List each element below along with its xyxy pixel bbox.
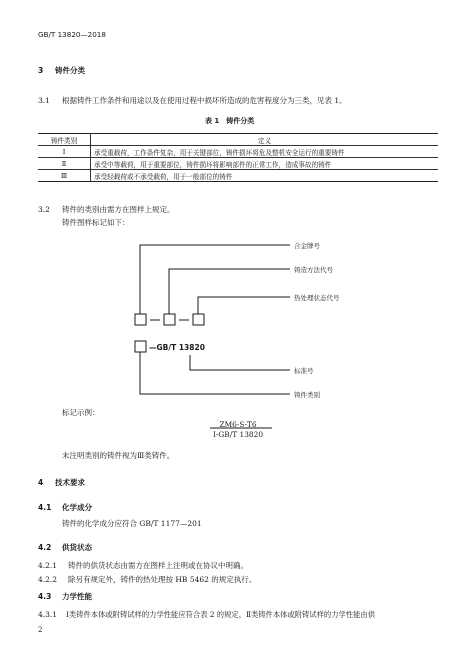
leader-heat [198, 297, 290, 314]
standard-number: GB/T 13820—2018 [38, 30, 106, 39]
example-note: 未注明类别的铸件视为Ⅲ类铸件。 [62, 451, 175, 460]
clause-4-1-number: 4.1 [38, 503, 52, 512]
clause-4-2-2-number: 4.2.2 [38, 575, 58, 584]
clause-4-3-1-text: Ⅰ类铸件本体或附铸试样的力学性能应符合表 2 的规定，Ⅱ类铸件本体或附铸试样的力学性能由供 [66, 610, 375, 619]
col-header-class: 铸件类别 [38, 134, 91, 146]
page-number: 2 [38, 626, 43, 634]
leader-alloy [140, 245, 290, 314]
section-4-number: 4 [38, 478, 44, 487]
cell-definition: 承受重载荷，工作条件复杂，用于关键部位，铸件损坏将危及整机安全运行的重要铸件 [91, 146, 439, 158]
label-standard-number: 标准号 [294, 367, 314, 375]
casting-method-box [164, 314, 175, 325]
table-1-caption: 表 1 铸件分类 [205, 117, 255, 125]
label-casting-class: 铸件类别 [294, 391, 320, 399]
clause-4-1-title: 化学成分 [62, 503, 92, 512]
clause-3-2-number: 3.2 [38, 205, 50, 214]
clause-3-2-text: 铸件的类别由需方在图样上规定。 [62, 205, 175, 214]
casting-class-box [135, 341, 146, 352]
label-heat-treatment: 热处理状态代号 [294, 294, 340, 302]
col-header-definition: 定义 [91, 134, 439, 146]
leader-class [140, 352, 290, 394]
clause-4-3-1-number: 4.3.1 [38, 610, 58, 619]
clause-4-1-text: 铸件的化学成分应符合 GB/T 1177—201 [62, 519, 202, 528]
clause-4-3-number: 4.3 [38, 592, 52, 601]
clause-3-1-text: 根据铸件工作条件和用途以及在使用过程中损坏所造成的危害程度分为三类，见表 1。 [62, 96, 347, 105]
cell-class: Ⅱ [38, 158, 91, 170]
cell-class: Ⅰ [38, 146, 91, 158]
section-3-title: 铸件分类 [55, 66, 85, 75]
leader-standard [190, 355, 290, 370]
label-alloy-grade: 合金牌号 [294, 242, 320, 250]
clause-4-2-2-text: 除另有规定外，铸件的热处理按 HB 5462 的规定执行。 [68, 575, 257, 584]
marking-intro-text: 铸件图样标记如下： [62, 218, 130, 227]
example-label: 标记示例： [62, 408, 100, 417]
alloy-grade-box [135, 314, 146, 325]
clause-4-2-1-number: 4.2.1 [38, 561, 58, 570]
label-casting-method: 铸造方法代号 [294, 266, 333, 274]
example-denominator: Ⅰ-GB/T 13820 [212, 430, 264, 439]
clause-4-2-1-text: 铸件的供货状态由需方在图样上注明或在协议中明确。 [68, 561, 248, 570]
clause-4-3-title: 力学性能 [62, 592, 92, 601]
heat-treatment-box [193, 314, 204, 325]
leader-method [169, 269, 290, 314]
example-numerator: ZM6-S-T6 [219, 420, 257, 429]
cell-definition: 承受中等载荷，用于重要部位，铸件损坏将影响部件的正常工作，造成事故的铸件 [91, 158, 439, 170]
section-4-title: 技术要求 [55, 478, 85, 487]
cell-definition: 承受轻载荷或不承受载荷，用于一般部位的铸件 [91, 170, 439, 182]
clause-3-1-number: 3.1 [38, 96, 50, 105]
clause-4-2-number: 4.2 [38, 543, 52, 552]
standard-mark: —GB/T 13820 [149, 343, 205, 352]
cell-class: Ⅲ [38, 170, 91, 182]
section-3-number: 3 [38, 66, 44, 75]
clause-4-2-title: 供货状态 [62, 543, 92, 552]
